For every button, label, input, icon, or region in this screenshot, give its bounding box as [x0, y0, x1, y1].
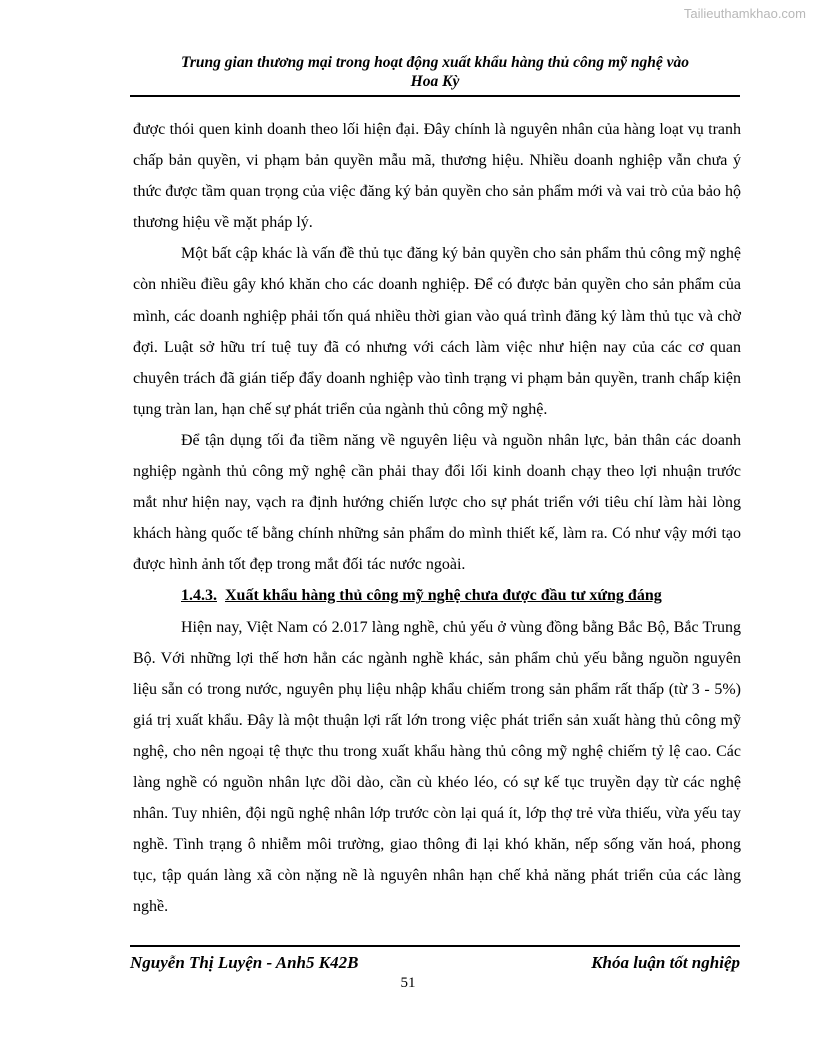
watermark: Tailieuthamkhao.com — [683, 6, 806, 21]
section-number: 1.4.3. — [181, 587, 217, 605]
section-heading — [133, 580, 741, 611]
page-header — [130, 53, 740, 91]
footer-divider — [130, 945, 740, 947]
document-body — [133, 114, 741, 922]
page-number: 51 — [400, 975, 416, 991]
paragraph: Hiện nay, Việt Nam có 2.017 làng nghề, chủ yếu ở vùng đồng bằng Bắc Bộ, Bắc Trung Bộ. Với những lợi thế hơn hẳn các ngành nghề khác, sản phẩm chủ yếu bằng nguồn nguyên liệu sẵn có trong nước, nguyên phụ liệu nhập khẩu chiếm trong sản phẩm rất thấp (từ 3 - 5%) giá trị xuất khẩu. Đây là một thuận lợi rất lớn trong việc phát triển sản xuất hàng thủ công mỹ nghệ, cho nên ngoại tệ thực thu trong xuất khẩu hàng thủ công mỹ nghệ chiếm tỷ lệ cao. Các làng nghề có nguồn nhân lực dồi dào, cần cù khéo léo, có sự kế tục truyền dạy từ các nghệ nhân. Tuy nhiên, đội ngũ nghệ nhân lớp trước còn lại quá ít, lớp thợ trẻ vừa thiếu, vừa yếu tay nghề. Tình trạng ô nhiễm môi trường, giao thông đi lại khó khăn, nếp sống văn hoá, phong tục, tập quán làng xã còn nặng nề là nguyên nhân hạn chế khả năng phát triển của các làng nghề. — [133, 618, 741, 916]
header-title-line-1: Trung gian thương mại trong hoạt động xuất khẩu hàng thủ công mỹ nghệ vào — [180, 54, 689, 71]
header-divider — [130, 95, 740, 97]
footer-document-type: Khóa luận tốt nghiệp — [591, 953, 740, 972]
section-title: Xuất khẩu hàng thủ công mỹ nghệ chưa được đầu tư xứng đáng — [225, 587, 662, 605]
header-title-line-2: Hoa Kỳ — [410, 73, 460, 90]
paragraph: Để tận dụng tối đa tiềm năng về nguyên liệu và nguồn nhân lực, bản thân các doanh nghiệp ngành thủ công mỹ nghệ cần phải thay đổi lối kinh doanh chạy theo lợi nhuận trước mắt như hiện nay, vạch ra định hướng chiến lược cho sự phát triển với tiêu chí làm hài lòng khách hàng quốc tế bằng chính những sản phẩm do mình thiết kế, làm ra. Có như vậy mới tạo được hình ảnh tốt đẹp trong mắt đối tác nước ngoài. — [133, 431, 741, 574]
paragraph: Một bất cập khác là vấn đề thủ tục đăng ký bản quyền cho sản phẩm thủ công mỹ nghệ còn nhiều điều gây khó khăn cho các doanh nghiệp. Để có được bản quyền cho sản phẩm của mình, các doanh nghiệp phải tốn quá nhiều thời gian vào quá trình đăng ký làm thủ tục và chờ đợi. Luật sở hữu trí tuệ tuy đã có nhưng với cách làm việc như hiện nay của các cơ quan chuyên trách đã gián tiếp đẩy doanh nghiệp vào tình trạng vi phạm bản quyền, tranh chấp kiện tụng tràn lan, hạn chế sự phát triển của ngành thủ công mỹ nghệ. — [133, 245, 741, 418]
footer-author: Nguyễn Thị Luyện - Anh5 K42B — [130, 953, 359, 972]
paragraph: được thói quen kinh doanh theo lối hiện đại. Đây chính là nguyên nhân của hàng loạt vụ tranh chấp bản quyền, vi phạm bản quyền mẫu mã, thương hiệu. Nhiều doanh nghiệp vẫn chưa ý thức được tầm quan trọng của việc đăng ký bản quyền cho sản phẩm mới và vai trò của bảo hộ thương hiệu về mặt pháp lý. — [133, 121, 741, 232]
